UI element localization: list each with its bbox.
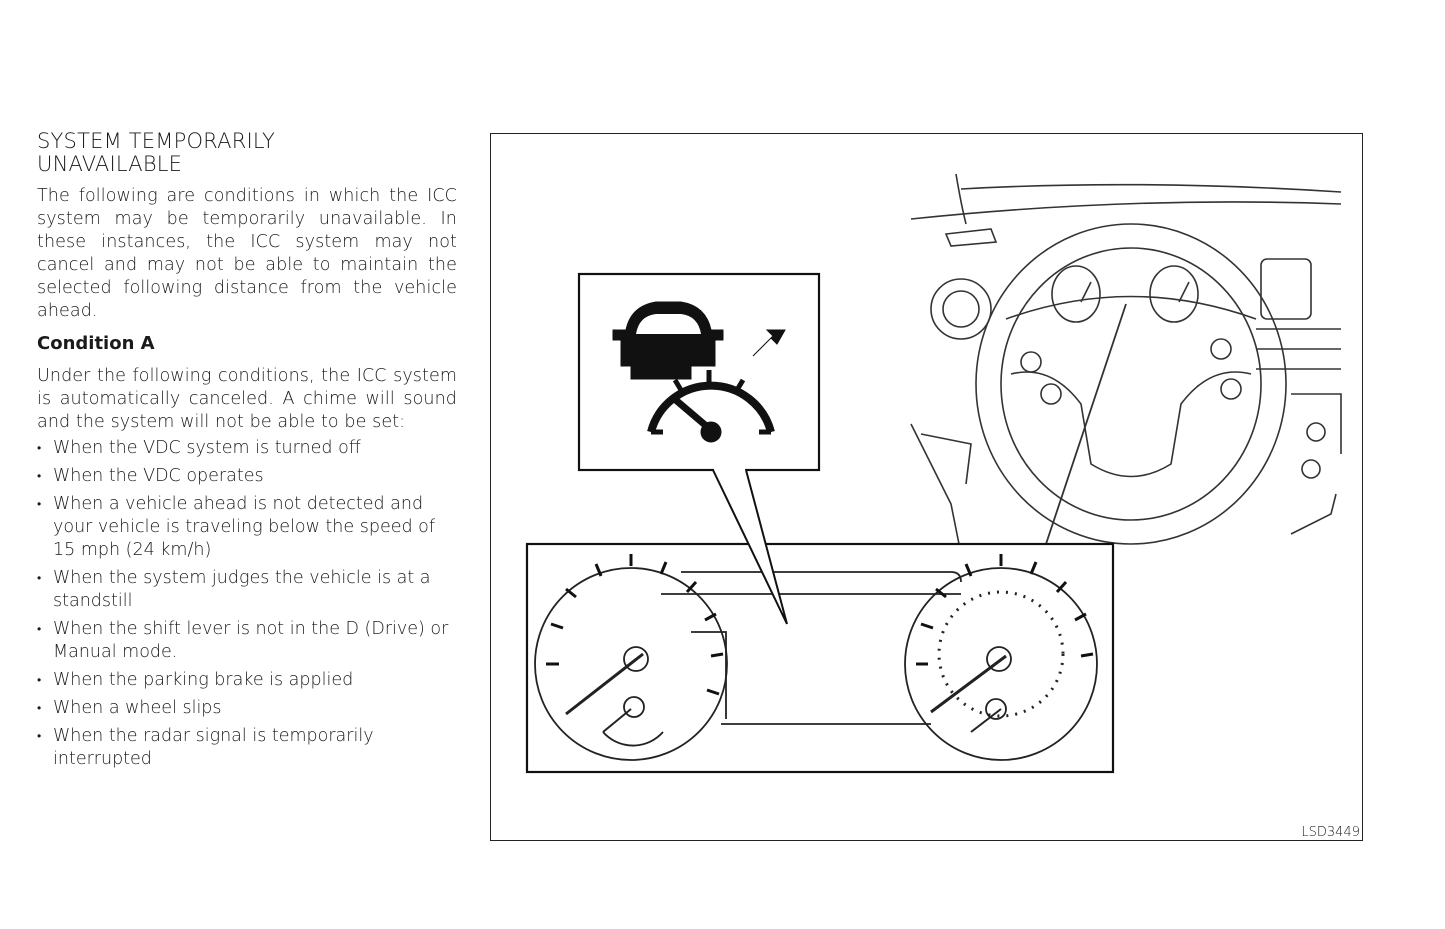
list-item: • When the VDC operates: [37, 465, 457, 488]
list-item: • When a vehicle ahead is not detected and your vehicle is traveling below the speed of 15 mph (24 km/h): [37, 493, 457, 562]
pointer-line: [1046, 304, 1126, 544]
dashboard-illustration: [490, 133, 1363, 841]
dash-line: [961, 185, 1341, 192]
list-item: • When the shift lever is not in the D (Drive) or Manual mode.: [37, 618, 457, 664]
list-item: • When the parking brake is applied: [37, 669, 457, 692]
vent-icon: [946, 229, 996, 246]
left-vent-icon: [931, 279, 991, 339]
cluster-closeup: [527, 544, 1113, 772]
callout-box: [579, 274, 819, 470]
illustration-svg: [491, 134, 1364, 842]
list-item: • When the system judges the vehicle is at a standstill: [37, 567, 457, 613]
knob-icon: [1307, 423, 1325, 441]
intro-paragraph: The following are conditions in which the ICC system may be temporarily unavailable. In these instances, the ICC system may not cancel and may not be able to maintain the selected following distance from the vehicle ahead.: [37, 186, 457, 321]
list-item: • When a wheel slips: [37, 697, 457, 720]
wheel-hub: [1011, 372, 1251, 477]
condition-list: [37, 437, 457, 771]
condition-heading: Condition A: [37, 333, 155, 354]
text-column: [37, 130, 457, 776]
condition-paragraph: Under the following conditions, the ICC system is automatically canceled. A chime will sound and the system will not be able to be set:: [37, 366, 457, 432]
list-item: • When the radar signal is temporarily interrupted: [37, 725, 457, 771]
figure-code: LSD3449: [1301, 825, 1360, 840]
list-item: • When the VDC system is turned off: [37, 437, 457, 460]
section-title: SYSTEM TEMPORARILY UNAVAILABLE: [37, 129, 276, 176]
